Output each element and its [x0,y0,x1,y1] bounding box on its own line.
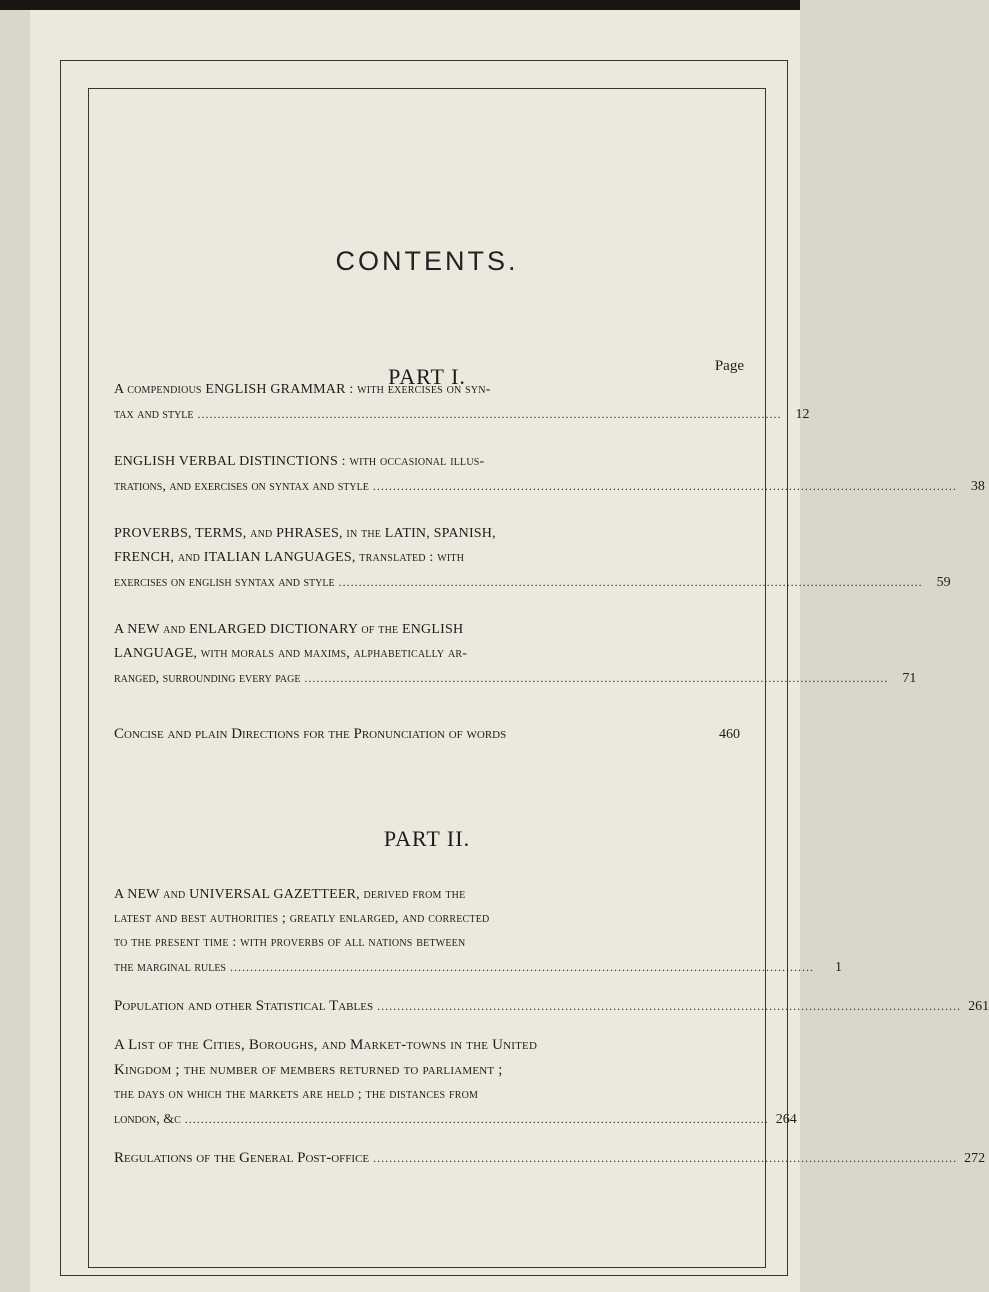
toc-entry [114,378,810,427]
toc-entry-line: latest and best authorities ; greatly enlarged, and corrected [114,911,490,926]
leader-dots: .................................................................................................................................................. [377,999,962,1013]
toc-entry-line: A NEW and UNIVERSAL GAZETTEER, derived from the [114,887,466,902]
toc-entry-line: LANGUAGE, with morals and maxims, alphabetically ar- [114,646,468,661]
toc-entry-line: A NEW and ENLARGED DICTIONARY of the ENGLISH [114,622,464,637]
toc-entry-last-line: Regulations of the General Post-office [114,1150,370,1166]
toc-page-number: 71 [902,671,917,686]
toc-entry [114,522,951,595]
toc-page-number: 460 [719,727,740,742]
leader-dots: .................................................................................................................................................. [230,960,814,974]
part-1-heading: PART I. [388,364,466,389]
toc-entry-line: PROVERBS, TERMS, and PHRASES, in the LATIN, SPANISH, [114,526,496,541]
toc-entry [114,994,989,1019]
page-title: CONTENTS. [335,246,519,276]
toc-entry-line: the days on which the markets are held ; the distances from [114,1087,479,1102]
toc-entry-line: FRENCH, and ITALIAN LANGUAGES, translated : with [114,550,465,565]
toc-page-number: 264 [775,1112,797,1127]
leader-dots: .................................................................................................................................................. [338,575,923,589]
page-column-label: Page [714,358,744,374]
toc-entry-last-line: london, &c [114,1112,181,1127]
toc-entry-last-line: Population and other Statistical Tables [114,998,374,1014]
leader-dots: .................................................................................................................................................. [197,407,782,421]
part-2-heading: PART II. [383,826,471,851]
toc-page-number: 261 [968,999,989,1014]
toc-entry-line: Kingdom ; the number of members returned to parliament ; [114,1062,503,1078]
leader-dots: .................................................................................................................................................. [184,1112,769,1126]
toc-page-number: 12 [795,407,810,422]
toc-entry-line: ENGLISH VERBAL DISTINCTIONS : with occasional illus- [114,454,485,469]
toc-page-number: 38 [970,479,985,494]
toc-entry-last-line: Concise and plain Directions for the Pronunciation of words [114,726,507,742]
leader-dots: .................................................................................................................................................. [372,479,957,493]
contents-page [88,88,989,1268]
toc-entry-line: A compendious ENGLISH GRAMMAR : with exercises on syn- [114,382,491,397]
toc-entry [114,722,740,747]
toc-entry [114,618,917,691]
leader-dots: .................................................................................................................................................. [304,671,889,685]
toc-entry-last-line: trations, and exercises on syntax and style [114,479,369,494]
toc-entry-line: A List of the Cities, Boroughs, and Market-towns in the United [114,1037,538,1053]
toc-entry-last-line: exercises on english syntax and style [114,575,335,590]
toc-page-number: 59 [936,575,951,590]
toc-page-number: 272 [964,1151,986,1166]
toc-entry-last-line: tax and style [114,407,194,422]
toc-entry [114,1146,986,1171]
toc-entry [114,883,842,980]
toc-page-number: 1 [835,960,842,975]
toc-entry-line: to the present time : with proverbs of all nations between [114,935,466,950]
toc-entry [114,1033,797,1132]
leader-dots: .................................................................................................................................................. [373,1151,958,1165]
top-edge-shadow [0,0,800,10]
toc-entry [114,450,985,499]
toc-entry-last-line: the marginal rules [114,960,226,975]
toc-entry-last-line: ranged, surrounding every page [114,671,301,686]
